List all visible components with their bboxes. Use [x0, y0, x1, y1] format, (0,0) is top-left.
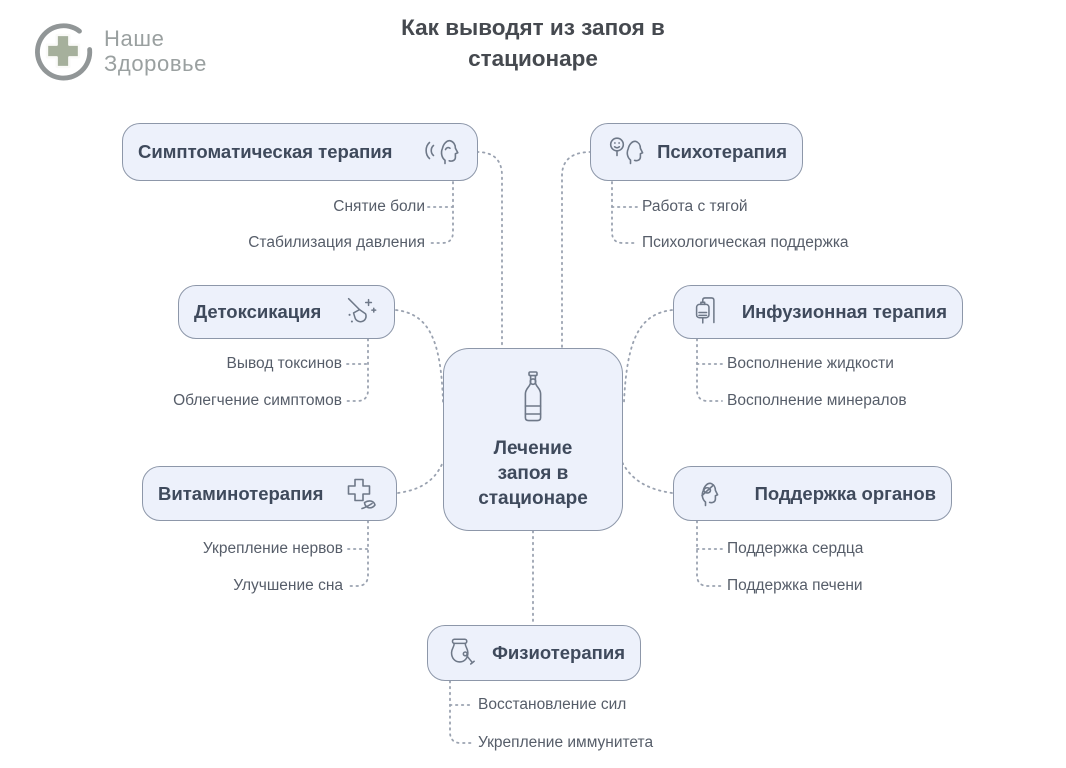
node-vitamin-therapy	[142, 466, 397, 521]
node-label: Физиотерапия	[492, 642, 625, 663]
page-title: Как выводят из запоя в стационаре	[401, 15, 665, 71]
connector-path	[347, 339, 368, 401]
node-label: Симптоматическая терапия	[138, 141, 393, 162]
iv-drip-icon	[689, 293, 727, 331]
connector-path	[622, 462, 672, 493]
center-node-label: Лечение запоя в стационаре	[478, 437, 588, 509]
cross-leaf-icon	[341, 474, 381, 514]
connector-path	[612, 182, 637, 243]
sub-item-label: Укрепление нервов	[202, 540, 343, 557]
head-organ-icon	[689, 474, 729, 514]
connector-path	[697, 339, 722, 401]
logo-line2: Здоровье	[104, 51, 208, 76]
sub-item-label: Укрепление иммунитета	[478, 734, 654, 751]
connector-path	[398, 462, 443, 493]
node-detox	[178, 285, 395, 339]
head-face-icon	[606, 132, 646, 172]
connector-path	[477, 152, 502, 347]
connector-path	[396, 310, 443, 402]
node-organ-support	[673, 466, 952, 521]
sub-item-label: Вывод токсинов	[226, 355, 342, 372]
node-label: Детоксикация	[194, 301, 322, 322]
sub-item-label: Работа с тягой	[642, 198, 748, 215]
node-infusion-therapy	[673, 285, 963, 339]
sub-item-label: Поддержка сердца	[727, 540, 864, 557]
logo	[32, 20, 207, 82]
node-psychotherapy	[590, 123, 803, 181]
node-physiotherapy	[427, 625, 641, 681]
sub-item-label: Стабилизация давления	[248, 234, 425, 251]
sub-item-label: Восполнение жидкости	[727, 355, 894, 372]
sub-item-label: Облегчение симптомов	[173, 392, 342, 409]
connector-path	[562, 152, 591, 347]
connector-path	[428, 182, 453, 243]
sub-item-label: Снятие боли	[333, 198, 425, 215]
sub-item-label: Поддержка печени	[727, 577, 863, 594]
sub-item-label: Психологическая поддержка	[642, 234, 849, 251]
connector-path	[450, 681, 473, 743]
node-symptomatic-therapy	[122, 123, 478, 181]
sub-item-label: Улучшение сна	[233, 577, 343, 594]
bottle-icon	[513, 369, 553, 427]
pain-hand-icon	[422, 132, 462, 172]
sub-item-label: Восполнение минералов	[727, 392, 907, 409]
logo-text	[104, 26, 207, 76]
node-label: Поддержка органов	[754, 482, 936, 504]
node-label: Психотерапия	[657, 141, 787, 162]
connector-path	[348, 521, 368, 586]
node-central-treatment	[443, 348, 623, 531]
node-label: Инфузионная терапия	[741, 301, 947, 322]
logo-cross-icon	[32, 20, 94, 82]
connector-path	[624, 310, 672, 402]
logo-line1: Наше	[104, 26, 165, 51]
node-label: Витаминотерапия	[158, 482, 324, 504]
sub-item-label: Восстановление сил	[478, 696, 627, 713]
massage-icon	[443, 634, 481, 672]
broom-icon	[341, 293, 379, 331]
connector-path	[697, 521, 722, 586]
